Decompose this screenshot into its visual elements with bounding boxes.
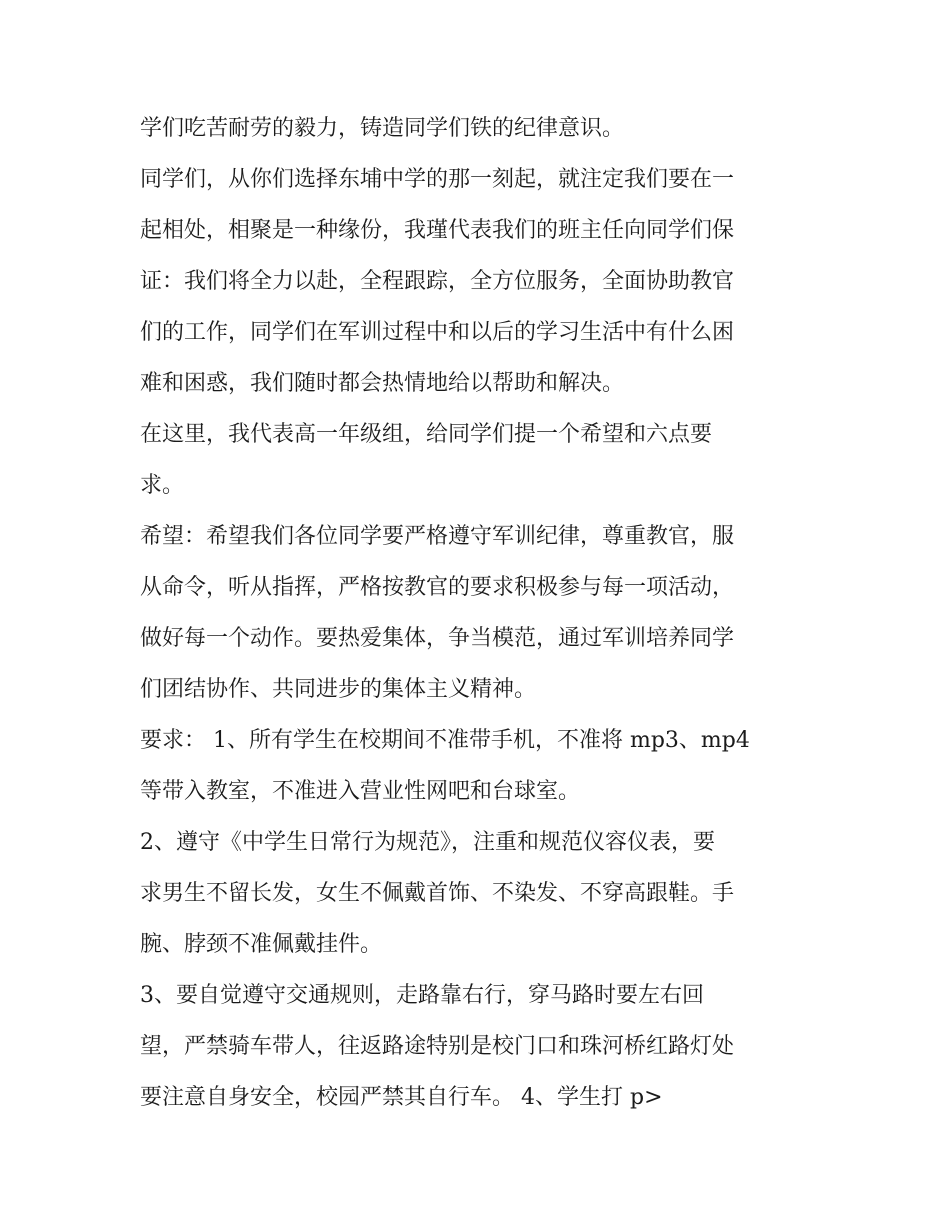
- text-line: 求男生不留长发，女生不佩戴首饰、不染发、不穿高跟鞋。手: [140, 881, 735, 906]
- text-line: 要求： 1、所有学生在校期间不准带手机，不准将 mp3、mp4: [140, 728, 750, 753]
- text-line: 希望：希望我们各位同学要严格遵守军训纪律，尊重教官，服: [140, 524, 735, 549]
- text-line: 2、遵守《中学生日常行为规范》，注重和规范仪容仪表，要: [140, 830, 715, 855]
- text-line: 求。: [140, 473, 185, 498]
- text-line: 3、要自觉遵守交通规则，走路靠右行，穿马路时要左右回: [140, 983, 704, 1008]
- text-line: 腕、脖颈不准佩戴挂件。: [140, 932, 383, 957]
- text-line: 等带入教室，不准进入营业性网吧和台球室。: [140, 779, 581, 804]
- text-line: 望，严禁骑车带人，往返路途特别是校门口和珠河桥红路灯处: [140, 1034, 735, 1059]
- text-line: 证：我们将全力以赴，全程跟踪，全方位服务，全面协助教官: [140, 269, 735, 294]
- text-line: 难和困惑，我们随时都会热情地给以帮助和解决。: [140, 371, 625, 396]
- text-line: 从命令，听从指挥，严格按教官的要求积极参与每一项活动，: [140, 575, 735, 600]
- text-line: 们的工作，同学们在军训过程中和以后的学习生活中有什么困: [140, 320, 735, 345]
- text-line: 们团结协作、共同进步的集体主义精神。: [140, 677, 537, 702]
- text-line: 起相处，相聚是一种缘份，我瑾代表我们的班主任向同学们保: [140, 218, 735, 243]
- text-line: 在这里，我代表高一年级组，给同学们提一个希望和六点要: [140, 422, 713, 447]
- text-line: 学们吃苦耐劳的毅力，铸造同学们铁的纪律意识。: [140, 116, 625, 141]
- text-line: 要注意自身安全，校园严禁其自行车。 4、学生打 p>: [140, 1085, 663, 1110]
- text-line: 同学们，从你们选择东埔中学的那一刻起，就注定我们要在一: [140, 167, 735, 192]
- text-line: 做好每一个动作。要热爱集体，争当模范，通过军训培养同学: [140, 626, 735, 651]
